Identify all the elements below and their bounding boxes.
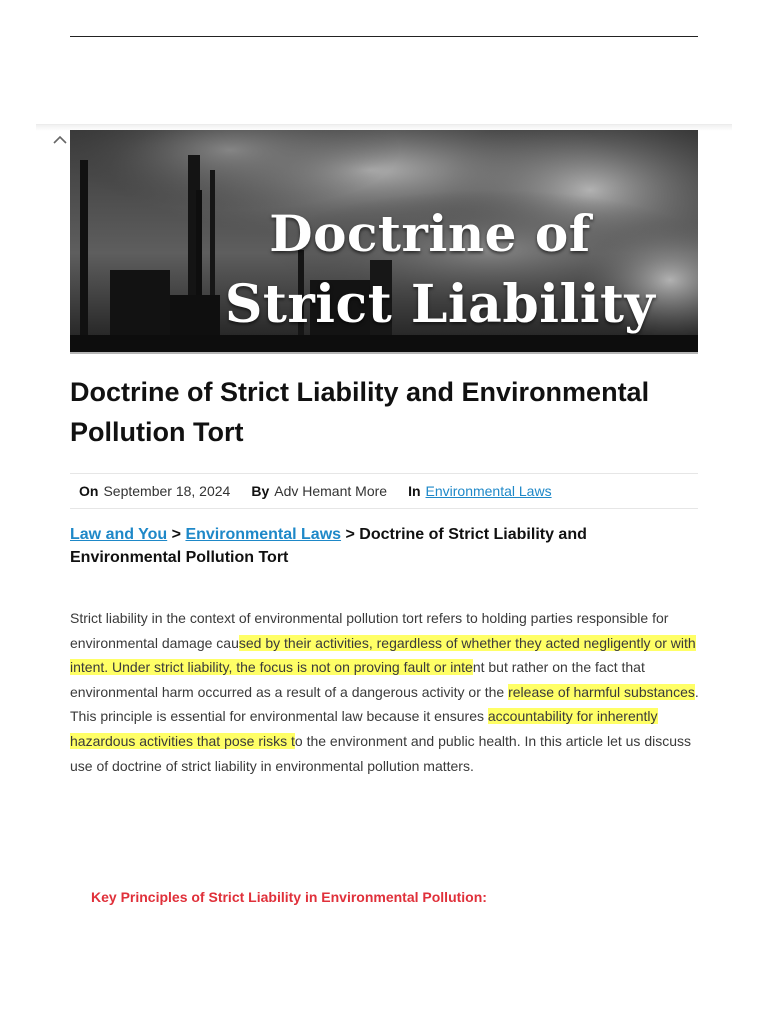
post-category — [408, 483, 552, 499]
breadcrumb-separator: > — [171, 526, 186, 543]
by-label: By — [251, 483, 270, 499]
breadcrumb-category-link[interactable]: Environmental Laws — [185, 526, 342, 543]
breadcrumb — [70, 523, 630, 569]
paragraph-text: nt but rather on the fact that environmental harm occurred as a result of a dangerous activity or the — [70, 659, 645, 700]
post-author — [251, 483, 387, 499]
highlighted-text: accountability for inherently hazardous activities that pose risks t — [70, 708, 658, 749]
section-heading: Key Principles of Strict Liability in Environmental Pollution: — [91, 889, 487, 905]
hero-title-line1: Doctrine of — [269, 204, 591, 263]
category-link[interactable]: Environmental Laws — [425, 483, 552, 499]
header-divider — [70, 36, 698, 37]
on-label: On — [79, 483, 99, 499]
paragraph-text: . This principle is essential for environmental law because it ensures — [70, 683, 699, 725]
hero-title-line2: Strict Liability — [224, 274, 656, 335]
featured-image — [70, 130, 698, 354]
highlighted-text: release of harmful substances — [508, 683, 695, 700]
breadcrumb-current: Doctrine of Strict Liability and Environmental Pollution Tort — [70, 526, 587, 566]
highlighted-text: sed by their activities, regardless of whether they acted negligently or with intent. Under strict liability, the focus is not on proving fault or inte — [70, 634, 696, 676]
breadcrumb-home-link[interactable]: Law and You — [70, 526, 168, 543]
breadcrumb-separator: > — [345, 526, 360, 543]
paragraph-text: Strict liability in the context of environmental pollution tort refers to holding parties responsible for environmental damage cau — [70, 610, 669, 651]
author-name[interactable]: Adv Hemant More — [274, 483, 388, 499]
in-label: In — [408, 483, 421, 499]
paragraph-text: o the environment and public health. In this article let us discuss use of doctrine of strict liability in environmental pollution matters. — [70, 732, 691, 774]
post-title: Doctrine of Strict Liability and Environmental Pollution Tort — [70, 377, 650, 447]
post-meta — [70, 473, 698, 509]
post-date — [79, 483, 230, 499]
chevron-up-icon[interactable] — [50, 130, 70, 150]
date-value: September 18, 2024 — [103, 483, 231, 499]
intro-paragraph — [70, 606, 700, 778]
